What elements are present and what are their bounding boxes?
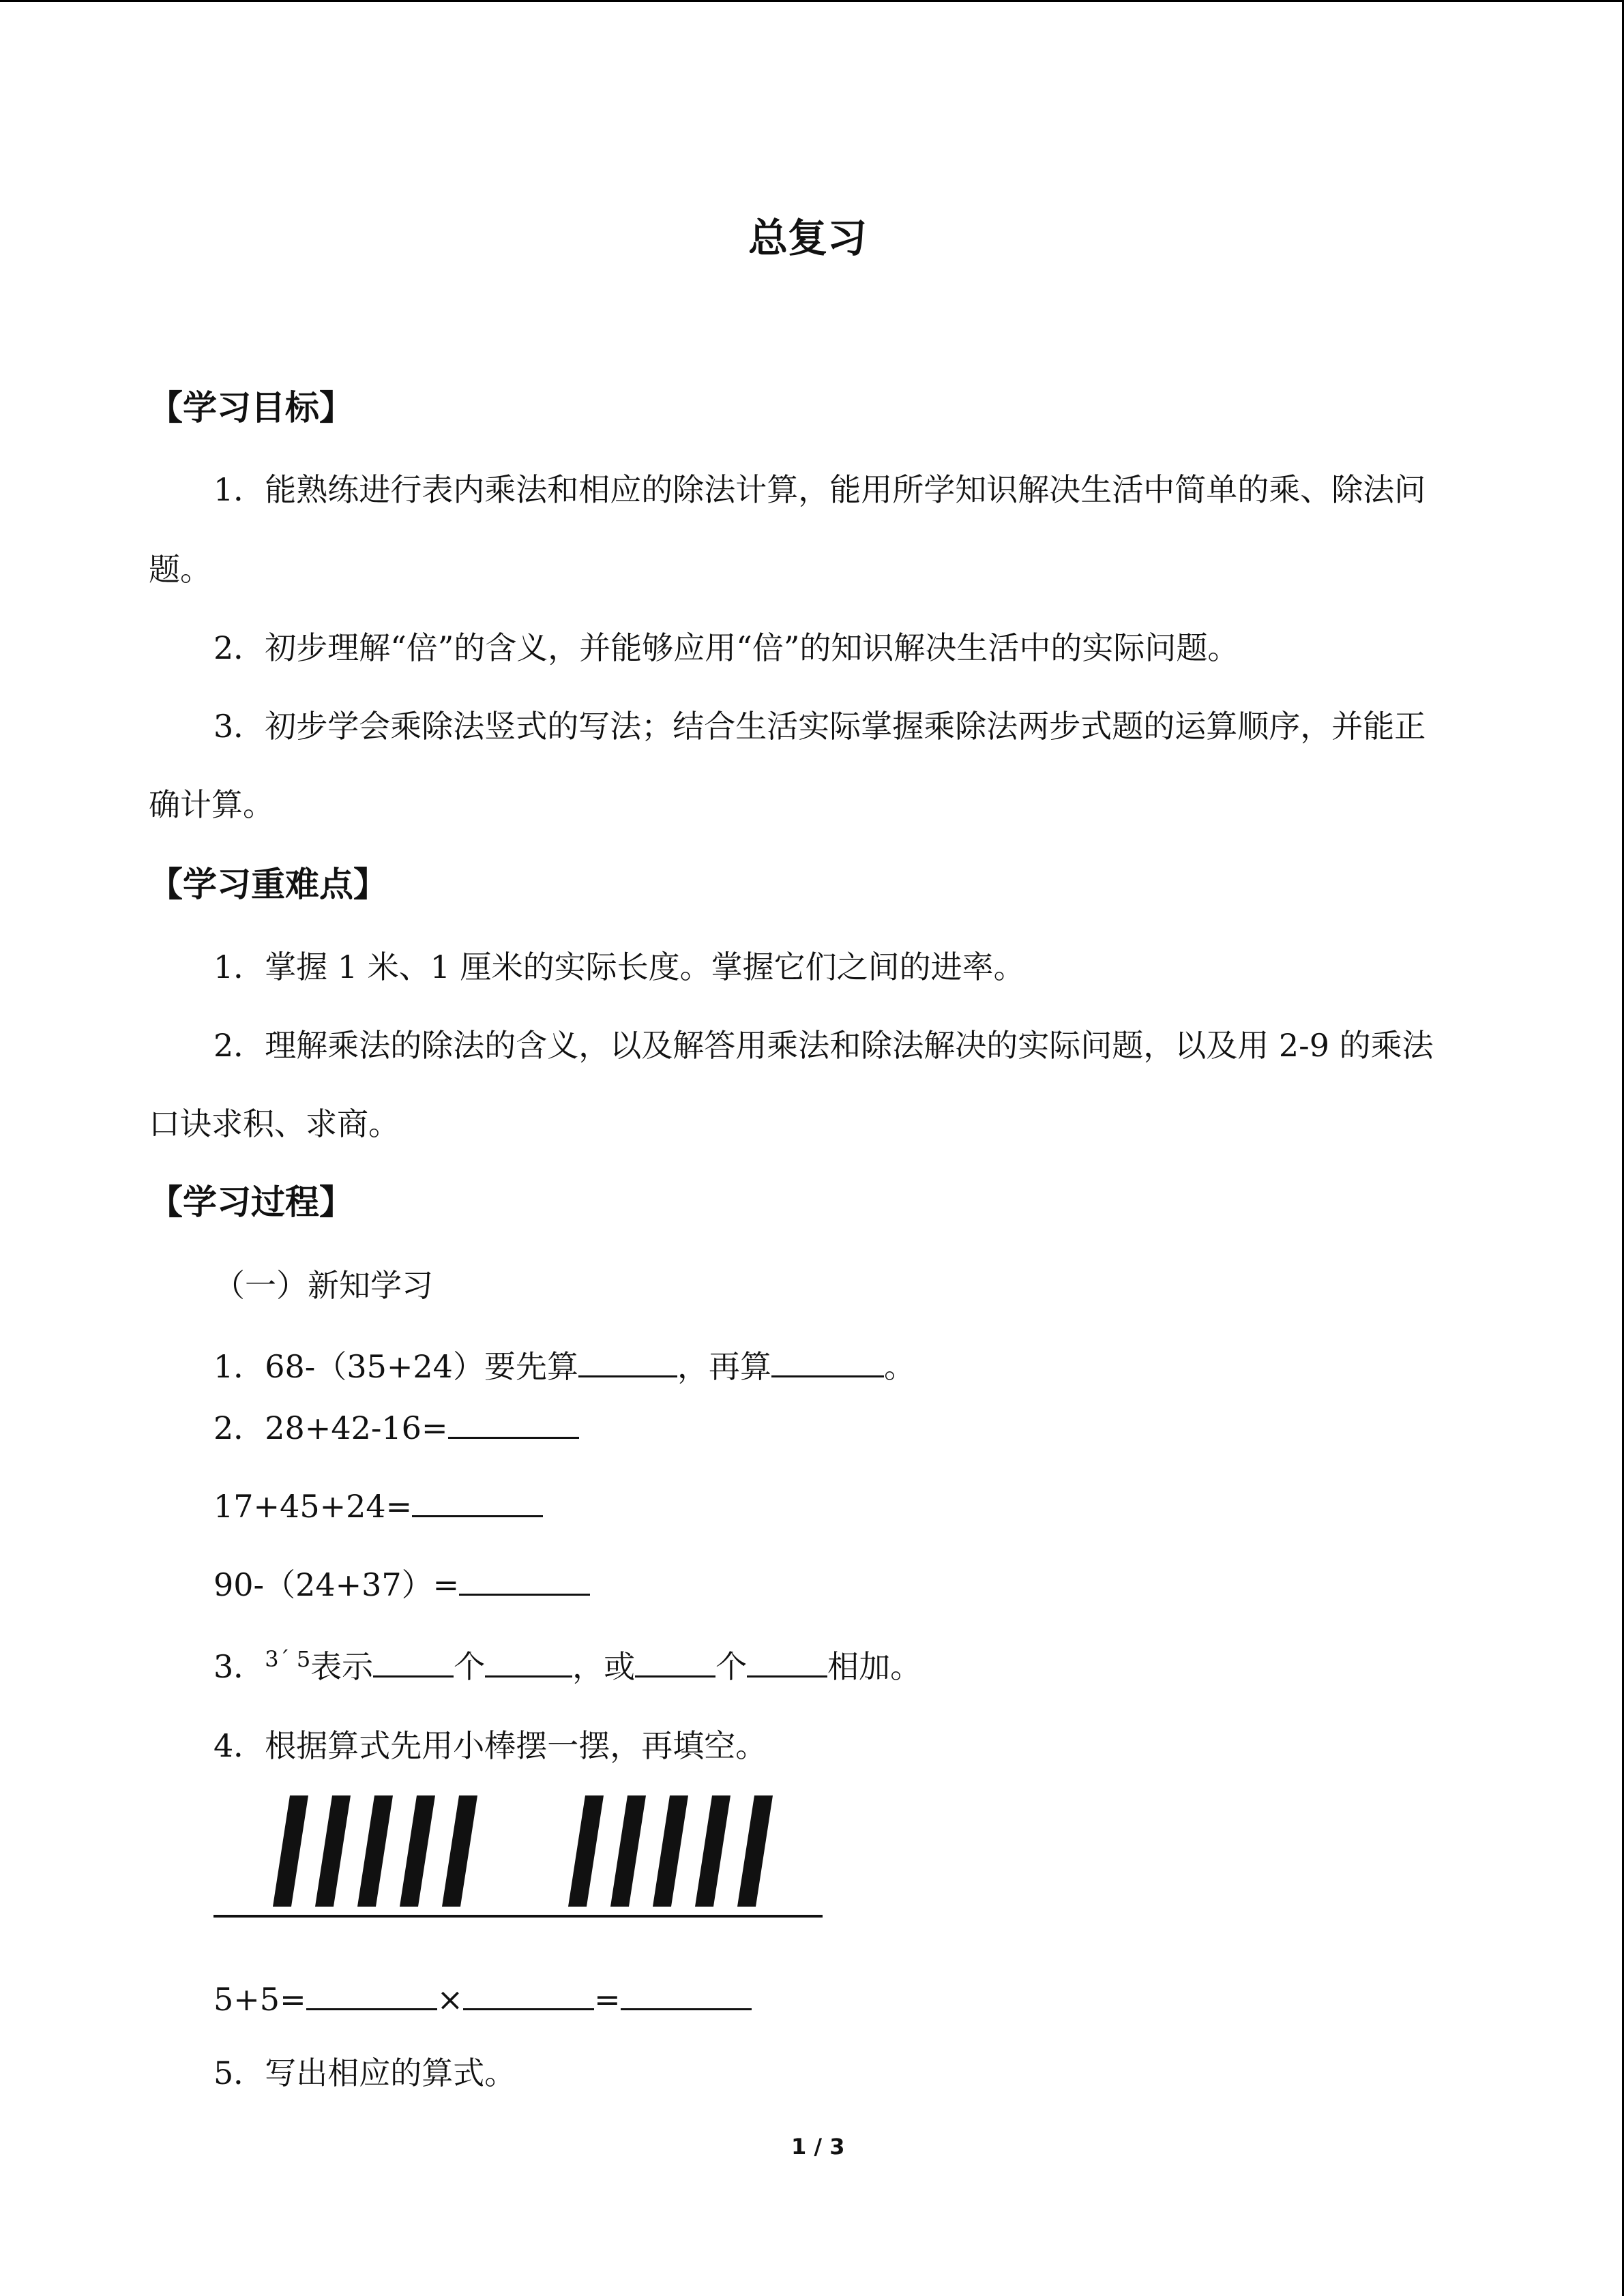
subsection-new-knowledge: （一）新知学习 — [213, 1267, 433, 1304]
top-border — [0, 0, 1624, 2]
goal-2: 2．初步理解“倍”的含义，并能够应用“倍”的知识解决生活中的实际问题。 — [213, 629, 1239, 666]
answer-blank[interactable] — [635, 1648, 715, 1678]
question-3-formula: 3´ 5 — [265, 1646, 311, 1672]
goal-3-line-2: 确计算。 — [149, 786, 274, 823]
stick — [695, 1795, 730, 1907]
answer-blank[interactable] — [578, 1348, 677, 1377]
question-3-text-c: ，或 — [572, 1648, 636, 1685]
question-3-text-b: 个 — [454, 1648, 486, 1685]
stick — [568, 1795, 604, 1907]
question-3-text-a: 表示 — [310, 1648, 374, 1685]
question-3-number: 3． — [213, 1648, 265, 1685]
stick — [442, 1795, 477, 1907]
question-4: 4．根据算式先用小棒摆一摆，再填空。 — [213, 1727, 767, 1764]
answer-blank[interactable] — [373, 1648, 454, 1678]
question-3-text-d: 个 — [715, 1648, 748, 1685]
goal-1-line-1: 1．能熟练进行表内乘法和相应的除法计算，能用所学知识解决生活中简单的乘、除法问 — [213, 471, 1426, 508]
key-point-1: 1．掌握 1 米、1 厘米的实际长度。掌握它们之间的进率。 — [213, 949, 1025, 985]
stick — [610, 1795, 646, 1907]
question-1-text-a: 1．68-（35+24）要先算 — [213, 1348, 578, 1385]
question-4-formula — [213, 1981, 752, 2018]
stick — [357, 1795, 393, 1907]
equals-sign: = — [594, 1981, 621, 2018]
answer-blank[interactable] — [306, 1981, 437, 2010]
question-1 — [213, 1348, 915, 1385]
stick — [653, 1795, 688, 1907]
stick-baseline — [213, 1915, 823, 1918]
answer-blank[interactable] — [485, 1648, 572, 1678]
answer-blank[interactable] — [771, 1348, 884, 1377]
stick-group-right — [568, 1795, 773, 1907]
question-3 — [213, 1646, 922, 1685]
question-4-formula-a: 5+5= — [213, 1981, 306, 2018]
question-2-expression-2: 17+45+24= — [213, 1488, 413, 1525]
question-1-text-c: 。 — [883, 1348, 915, 1385]
question-2-expression-3: 90-（24+37）= — [213, 1566, 460, 1603]
stick — [400, 1795, 435, 1907]
goal-3-line-1: 3．初步学会乘除法竖式的写法；结合生活实际掌握乘除法两步式题的运算顺序，并能正 — [213, 708, 1426, 745]
goal-1-line-2: 题。 — [149, 551, 211, 588]
answer-blank[interactable] — [463, 1981, 594, 2010]
answer-blank[interactable] — [448, 1410, 579, 1439]
sticks-illustration — [259, 1792, 805, 1915]
stick — [273, 1795, 308, 1907]
section-heading-goals: 【学习目标】 — [149, 388, 353, 428]
question-5: 5．写出相应的算式。 — [213, 2055, 516, 2091]
answer-blank[interactable] — [412, 1488, 543, 1517]
times-sign: × — [437, 1981, 464, 2018]
question-3-text-e: 相加。 — [827, 1648, 922, 1685]
key-point-2-line-1: 2．理解乘法的除法的含义，以及解答用乘法和除法解决的实际问题，以及用 2-9 的乘法 — [213, 1027, 1434, 1064]
question-2-line-3 — [213, 1566, 590, 1603]
answer-blank[interactable] — [747, 1648, 827, 1678]
key-point-2-line-2: 口诀求积、求商。 — [149, 1105, 400, 1142]
question-1-text-b: ，再算 — [677, 1348, 771, 1385]
question-2-line-1 — [213, 1410, 579, 1444]
stick — [315, 1795, 351, 1907]
stick — [737, 1795, 773, 1907]
page-title: 总复习 — [748, 215, 868, 261]
section-heading-key-points: 【学习重难点】 — [149, 865, 387, 904]
question-2-line-2 — [213, 1488, 543, 1525]
stick-group-left — [273, 1795, 477, 1907]
answer-blank[interactable] — [621, 1981, 752, 2010]
section-heading-process: 【学习过程】 — [149, 1182, 353, 1222]
question-2-expression-1: 2．28+42-16= — [213, 1410, 448, 1446]
answer-blank[interactable] — [459, 1566, 590, 1596]
page-number: 1 / 3 — [791, 2134, 845, 2160]
